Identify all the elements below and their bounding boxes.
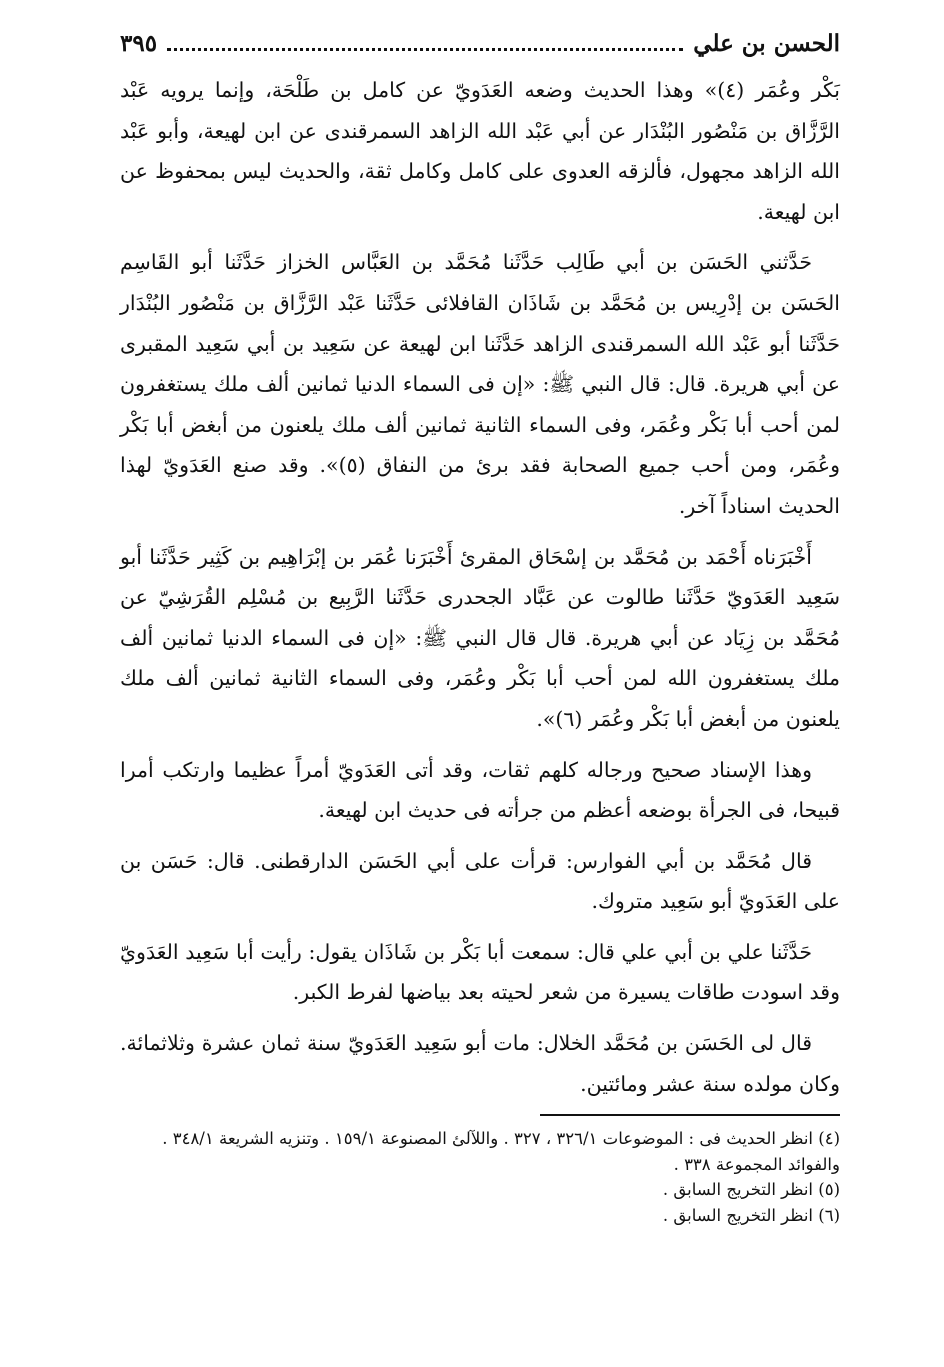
footnote: (٦) انظر التخريج السابق . xyxy=(662,1205,840,1225)
paragraph: أَخْبَرَناه أَحْمَد بن مُحَمَّد بن إسْحَاق المقرئ أَخْبَرَنا عُمَر بن إبْرَاهِيم بن كَثِير حَدَّثَنا أبو سَعِيد العَدَويّ حَدَّثَنا طالوت عن عَبَّاد الجحدرى حَدَّثَنا الرَّبِيع بن مُسْلِم القُرَشِيّ عن مُحَمَّد بن زِيَاد عن أبي هريرة. قال قال النبي ﷺ: «إن فى السماء الدنيا ثمانين ألف ملك يستغفرون الله لمن أحب أبا بَكْر وعُمَر، وفى السماء الثانية ثمانين ألف ملك يلعنون من أبغض أبا بَكْر وعُمَر (٦)». xyxy=(120,544,840,731)
page-number: ٣٩٥ xyxy=(120,30,158,57)
running-title: الحسن بن علي xyxy=(693,30,840,57)
main-text xyxy=(120,70,840,1104)
header-leader-dots xyxy=(167,34,683,51)
paragraph: حَدَّثني الحَسَن بن أبي طَالِب حَدَّثَنا مُحَمَّد بن العَبَّاس الخزاز حَدَّثَنا أبو القَاسِم الحَسَن بن إدْرِيس بن مُحَمَّد بن شَاذَان القافلائى حَدَّثَنا عَبْد الرَّزَّاق بن مَنْصُور البُنْدَار حَدَّثَنا أبو عَبْد الله السمرقندى الزاهد حَدَّثَنا ابن لهيعة عن سَعِيد بن أبي سَعِيد المقبرى عن أبي هريرة. قال: قال النبي ﷺ: «إن فى السماء الدنيا ثمانين ألف ملك يستغفرون لمن أحب أبا بَكْر وعُمَر، وفى السماء الثانية ثمانين ألف ملك يلعنون من أبغض أبا بَكْر وعُمَر، ومن أحب جميع الصحابة فقد برئ من النفاق (٥)». وقد صنع العَدَويّ لهذا الحديث اسناداً آخر. xyxy=(120,250,840,518)
paragraph: حَدَّثَنا علي بن أبي علي قال: سمعت أبا بَكْر بن شَاذَان يقول: رأيت أبا سَعِيد العَدَويّ وقد اسودت طاقات يسيرة من شعر لحيته بعد بياضها لفرط الكبر. xyxy=(120,939,840,1005)
paragraph: وهذا الإسناد صحيح ورجاله كلهم ثقات، وقد أتى العَدَويّ أمراً عظيما وارتكب أمرا قبيحا، فى الجرأة بوضعه أعظم من جرأته فى حديث ابن لهيعة. xyxy=(120,757,840,823)
footnote: (٤) انظر الحديث فى : الموضوعات ٣٢٦/١ ، ٣٢٧ . واللآلئ المصنوعة ١٥٩/١ . وتنزيه الشريعة ٣٤٨/١ . والفوائد المجموعة ٣٣٨ . xyxy=(162,1129,840,1174)
page-header xyxy=(120,30,840,70)
book-page xyxy=(120,30,840,1228)
footnote-separator xyxy=(540,1114,840,1116)
paragraph: قال مُحَمَّد بن أبي الفوارس: قرأت على أبي الحَسَن الدارقطنى. قال: حَسَن بن على العَدَويّ أبو سَعِيد متروك. xyxy=(120,848,840,914)
footnote: (٥) انظر التخريج السابق . xyxy=(662,1180,840,1200)
paragraph: بَكْر وعُمَر (٤)» وهذا الحديث وضعه العَدَويّ عن كامل بن طَلْحَة، وإنما يرويه عَبْد الرَّزَّاق بن مَنْصُور البُنْدَار عن أبي عَبْد الله الزاهد السمرقندى عن ابن لهيعة، وأبو عَبْد الله الزاهد مجهول، فألزقه العدوى على كامل وكامل ثقة، والحديث ليس بمحفوظ عن ابن لهيعة. xyxy=(120,78,840,224)
footnotes xyxy=(120,1126,840,1228)
paragraph: قال لى الحَسَن بن مُحَمَّد الخلال: مات أبو سَعِيد العَدَويّ سنة ثمان عشرة وثلاثمائة. وكان مولده سنة عشر ومائتين. xyxy=(120,1031,840,1096)
